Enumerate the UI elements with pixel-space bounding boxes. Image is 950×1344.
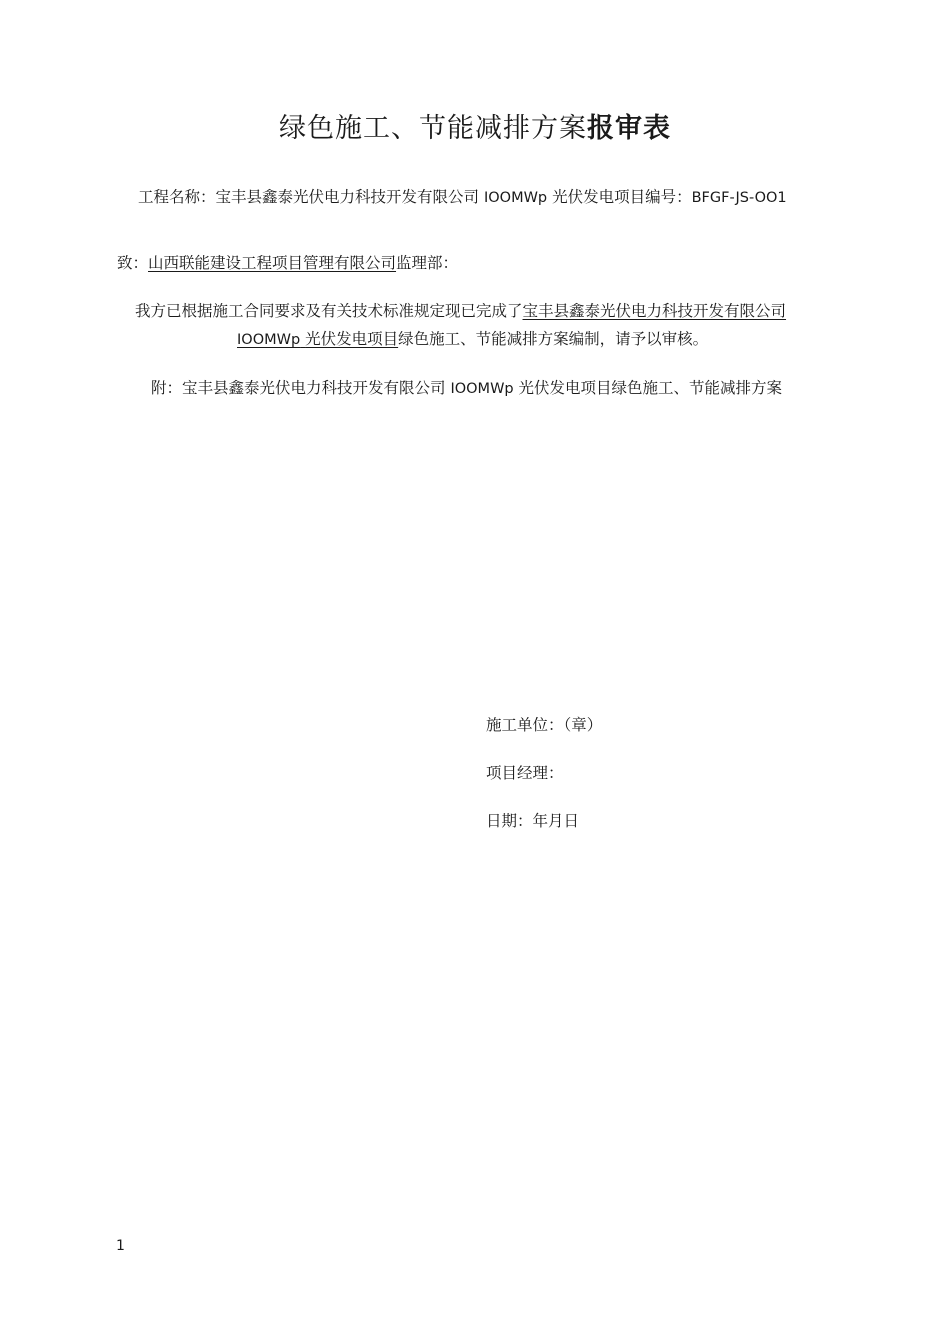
project-label: 工程名称： bbox=[138, 188, 216, 206]
project-suffix: 光伏发电项目编号： bbox=[552, 188, 692, 206]
attachment-line bbox=[151, 376, 782, 398]
attachment-suffix: 光伏发电项目绿色施工、节能减排方案 bbox=[518, 379, 783, 397]
title-main: 绿色施工、节能减排方案 bbox=[279, 113, 587, 144]
addressee-line bbox=[117, 251, 458, 273]
body-line1-underlined: 宝丰县鑫泰光伏电力科技开发有限公司 bbox=[522, 302, 787, 320]
page-number: 1 bbox=[116, 1238, 125, 1254]
project-capacity: IOOMWp bbox=[483, 190, 548, 206]
body-line2-underlined: 光伏发电项目 bbox=[305, 330, 399, 348]
addressee-prefix: 致： bbox=[117, 254, 149, 272]
signature-date: 日期：年月日 bbox=[486, 812, 580, 830]
body-line2-underlined-group bbox=[237, 330, 398, 348]
project-name: 宝丰县鑫泰光伏电力科技开发有限公司 bbox=[215, 188, 480, 206]
project-name-line bbox=[138, 185, 787, 207]
attachment-prefix: 附：宝丰县鑫泰光伏电力科技开发有限公司 bbox=[151, 379, 446, 397]
document-title bbox=[0, 106, 950, 145]
title-bold: 报审表 bbox=[587, 113, 671, 144]
body-line2-text: 绿色施工、节能减排方案编制，请予以审核。 bbox=[398, 330, 709, 348]
attachment-capacity: IOOMWp bbox=[450, 381, 514, 397]
addressee-suffix: 监理部： bbox=[396, 254, 459, 272]
addressee-org: 山西联能建设工程项目管理有限公司 bbox=[148, 254, 397, 272]
body-line2-capacity: IOOMWp bbox=[237, 332, 301, 348]
project-code: BFGF-JS-OO1 bbox=[691, 190, 787, 206]
body-paragraph-line-2 bbox=[237, 327, 708, 349]
body-paragraph-line-1 bbox=[135, 299, 786, 321]
body-line1-text: 我方已根据施工合同要求及有关技术标准规定现已完成了 bbox=[135, 302, 523, 320]
signature-unit: 施工单位：（章） bbox=[486, 716, 603, 734]
signature-manager: 项目经理： bbox=[486, 764, 564, 782]
